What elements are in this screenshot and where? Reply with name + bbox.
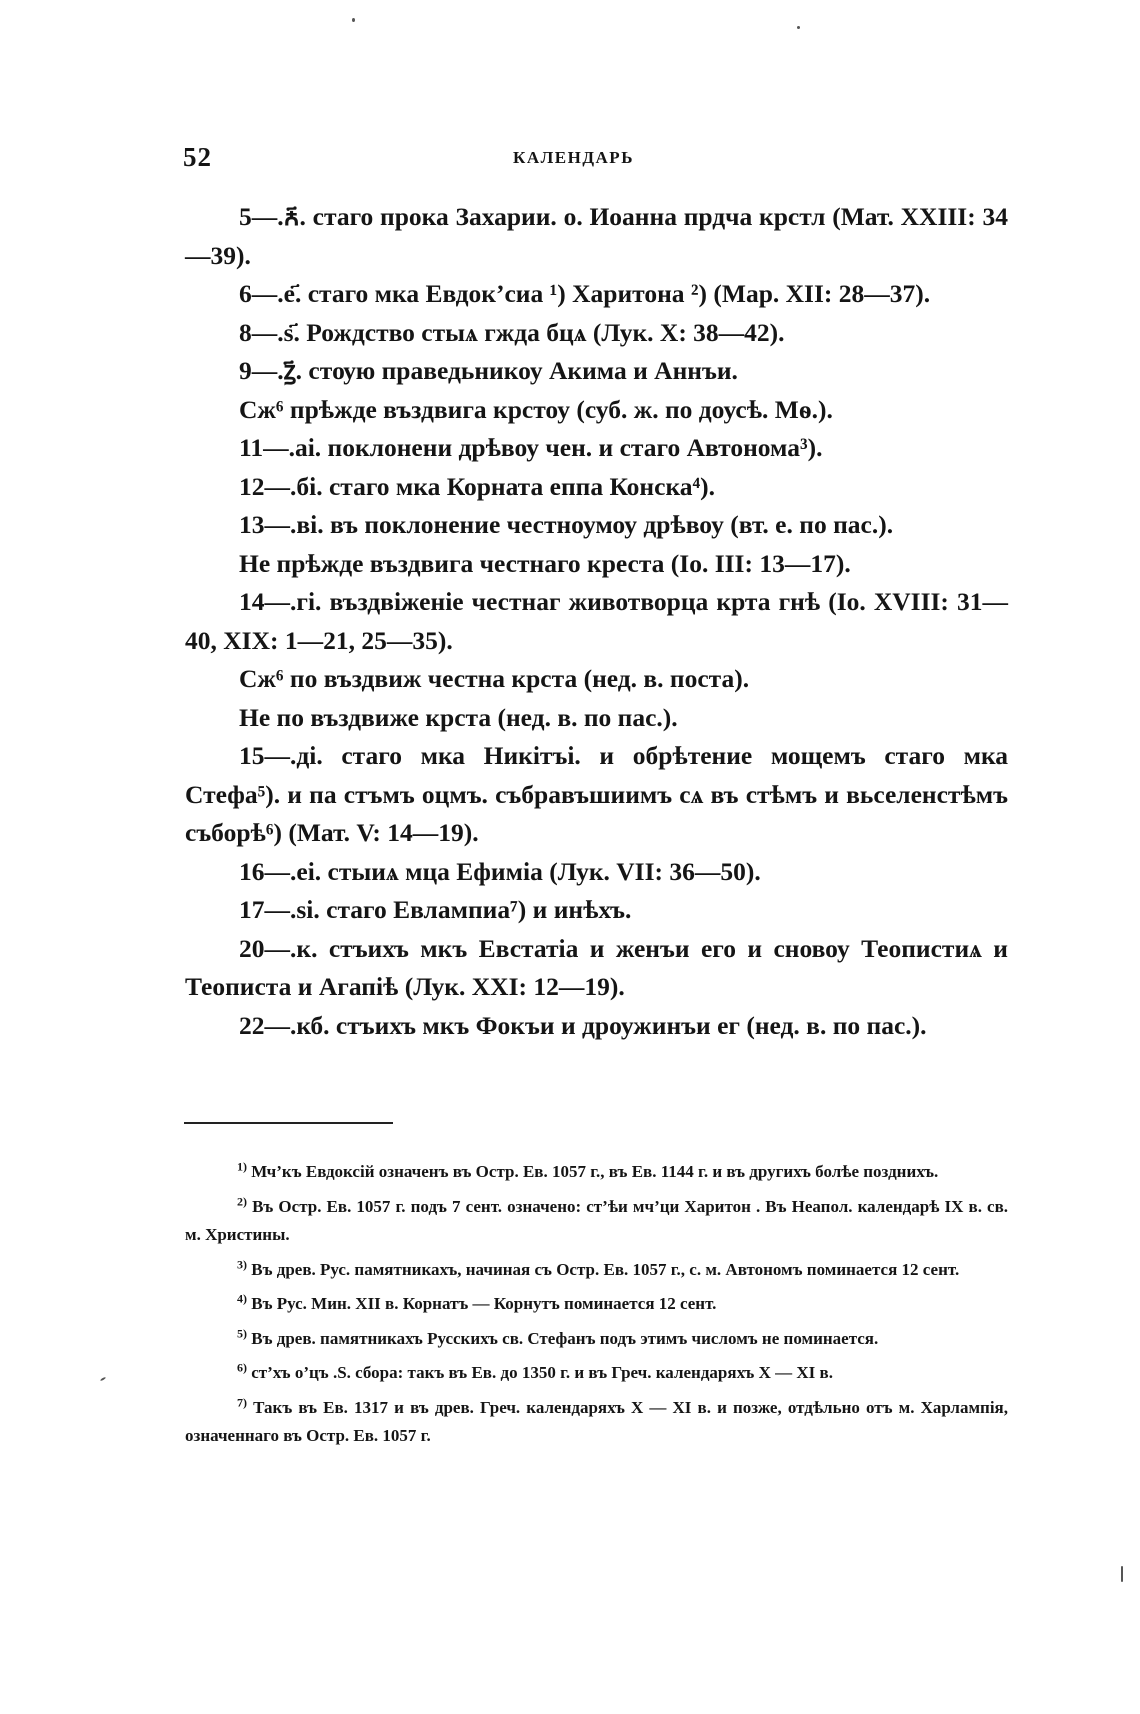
footnote-text: ст’хъ о’цъ .Ѕ. сбора: такъ въ Ев. до 1350 г. и въ Греч. календаряхъ X — XI в. [251, 1363, 833, 1382]
footnote-mark: 3 [237, 1256, 243, 1271]
footnote-mark: 7 [237, 1394, 243, 1409]
calendar-entry: Сж⁶ по въздвиж честна крста (нед. в. поста). [239, 664, 750, 693]
running-title: КАЛЕНДАРЬ [513, 148, 634, 167]
calendar-entry: 13—.ві. въ поклонение честноумоу дрѣвоу (вт. е. по пас.). [239, 510, 894, 539]
footnote-divider [184, 1122, 393, 1124]
calendar-entry: 11—.аі. поклонени дрѣвоу чен. и стаго Автонома³). [239, 433, 823, 462]
calendar-entry: 12—.бі. стаго мка Корната еппа Конска⁴). [239, 471, 716, 501]
footnote-mark: 4 [237, 1291, 243, 1306]
footnote-mark: 6 [237, 1360, 243, 1375]
footnote-text: Такъ въ Ев. 1317 и въ древ. Греч. календаряхъ X — XI в. и позже, отдѣльно отъ м. Харлампія, означеннаго въ Остр. Ев. 1057 г. [185, 1397, 1008, 1445]
calendar-entry: 9—.ꙁ҃. стѹю праведьникоу Акима и Аннъи. [239, 356, 738, 385]
footnote-text: Въ древ. памятникахъ Русскихъ св. Стефанъ подъ этимъ числомъ не поминается. [251, 1328, 879, 1348]
calendar-entry: 15—.ді. стаго мка Никітъі. и обрѣтение мощемъ стаго мка Стефа⁵). и па стъмъ оцмъ. събравъшиимъ сѧ въ стѣмъ и вьселенстѣмъ съборѣ⁶) (Мат. V: 14—19). [185, 741, 1008, 847]
calendar-entry: 14—.гі. въздвіженіе честнаг животворца крта гнѣ (Io. XVIII: 31—40, XIX: 1—21, 25—35). [185, 587, 1008, 655]
footnote: $^{7)}$ Такъ въ Ев. 1317 и въ древ. Греч. календаряхъ X — XI в. и позже, отдѣльно отъ м. Харлампія, означеннаго въ Остр. Ев. 1057 г. [185, 1394, 1008, 1445]
footnote-text: Мч’къ Евдоксій означенъ въ Остр. Ев. 1057 г., въ Ев. 1144 г. и въ другихъ болѣе позднихъ. [251, 1162, 939, 1181]
footnote-text: Въ древ. Рус. памятникахъ, начиная съ Остр. Ев. 1057 г., с. м. Автономъ поминается 12 сент. [251, 1259, 960, 1279]
footnote: $^{2)}$ Въ Остр. Ев. 1057 г. подъ 7 сент. означено: ст’ѣи мч’ци Харитон . Въ Неапол. календарѣ IX в. св. м. Христины. [185, 1193, 1009, 1244]
footnote-text: Въ Остр. Ев. 1057 г. подъ 7 сент. означено: ст’ѣи мч’ци Харитон . Въ Неапол. календарѣ IX в. св. м. Христины. [185, 1196, 1009, 1244]
calendar-entry: 22—.кб. стъихъ мкъ Фокъи и дроужинъи ег (нед. в. по пас.). [239, 1010, 927, 1040]
calendar-entry: 17—.ѕі. стаго Евлампиа⁷) и инѣхъ. [239, 895, 632, 924]
calendar-entries [185, 198, 1008, 1045]
footnote-mark: 5 [237, 1325, 243, 1340]
print-speck [1121, 1566, 1123, 1582]
print-speck [797, 26, 800, 29]
footnote-mark: 1 [237, 1159, 243, 1174]
calendar-entry: Сж⁶ прѣжде въздвига крстоу (суб. ж. по доусѣ. Мѳ.). [239, 394, 833, 424]
footnote: $^{4)}$ Въ Рус. Мин. XII в. Корнатъ — Корнутъ поминается 12 сент. [237, 1291, 717, 1313]
footnote-text: Въ Рус. Мин. XII в. Корнатъ — Корнутъ поминается 12 сент. [251, 1294, 717, 1313]
calendar-entry: Не прѣжде въздвига честнаго креста (Io. III: 13—17). [239, 548, 851, 578]
calendar-entry: 5—.ꙉ҃. стаго прока Захарии. о. Иоанна прдча крстл (Мат. XXIII: 34—39). [185, 202, 1008, 270]
print-speck [352, 18, 355, 22]
calendar-entry: 16—.еі. стыиѧ мца Ефиміа (Лук. VII: 36—50). [239, 856, 761, 886]
footnotes [185, 1158, 1008, 1457]
page-header [183, 142, 993, 176]
print-speck [100, 1377, 106, 1382]
footnote: $^{1)}$ Мч’къ Евдоксій означенъ въ Остр. Ев. 1057 г., въ Ев. 1144 г. и въ другихъ болѣе позднихъ. [237, 1159, 939, 1181]
footnote-mark: 2 [237, 1193, 243, 1208]
calendar-entry: 20—.к. стъихъ мкъ Евстатіа и женъи его и сновоу Теопистиѧ и Теописта и Агапіѣ (Лук. XXI: 12—19). [185, 933, 1008, 1001]
calendar-entry: Не по въздвиже крста (нед. в. по пас.). [239, 702, 678, 732]
footnote: $^{3)}$ Въ древ. Рус. памятникахъ, начиная съ Остр. Ев. 1057 г., с. м. Автономъ поминается 12 сент. [237, 1256, 960, 1279]
calendar-entry: 8—.ѕ҃. Рождство стыѧ гжда бцѧ (Лук. X: 38—42). [239, 317, 785, 347]
footnote: $^{5)}$ Въ древ. памятникахъ Русскихъ св. Стефанъ подъ этимъ числомъ не поминается. [237, 1325, 879, 1348]
footnote: $^{6)}$ ст’хъ о’цъ .Ѕ. сбора: такъ въ Ев. до 1350 г. и въ Греч. календаряхъ X — XI в. [237, 1360, 833, 1382]
page-number: 52 [183, 142, 212, 172]
calendar-entry: 6—.е҃. стаго мка Евдок’сиа ¹) Харитона ²) (Мар. XII: 28—37). [239, 279, 931, 308]
